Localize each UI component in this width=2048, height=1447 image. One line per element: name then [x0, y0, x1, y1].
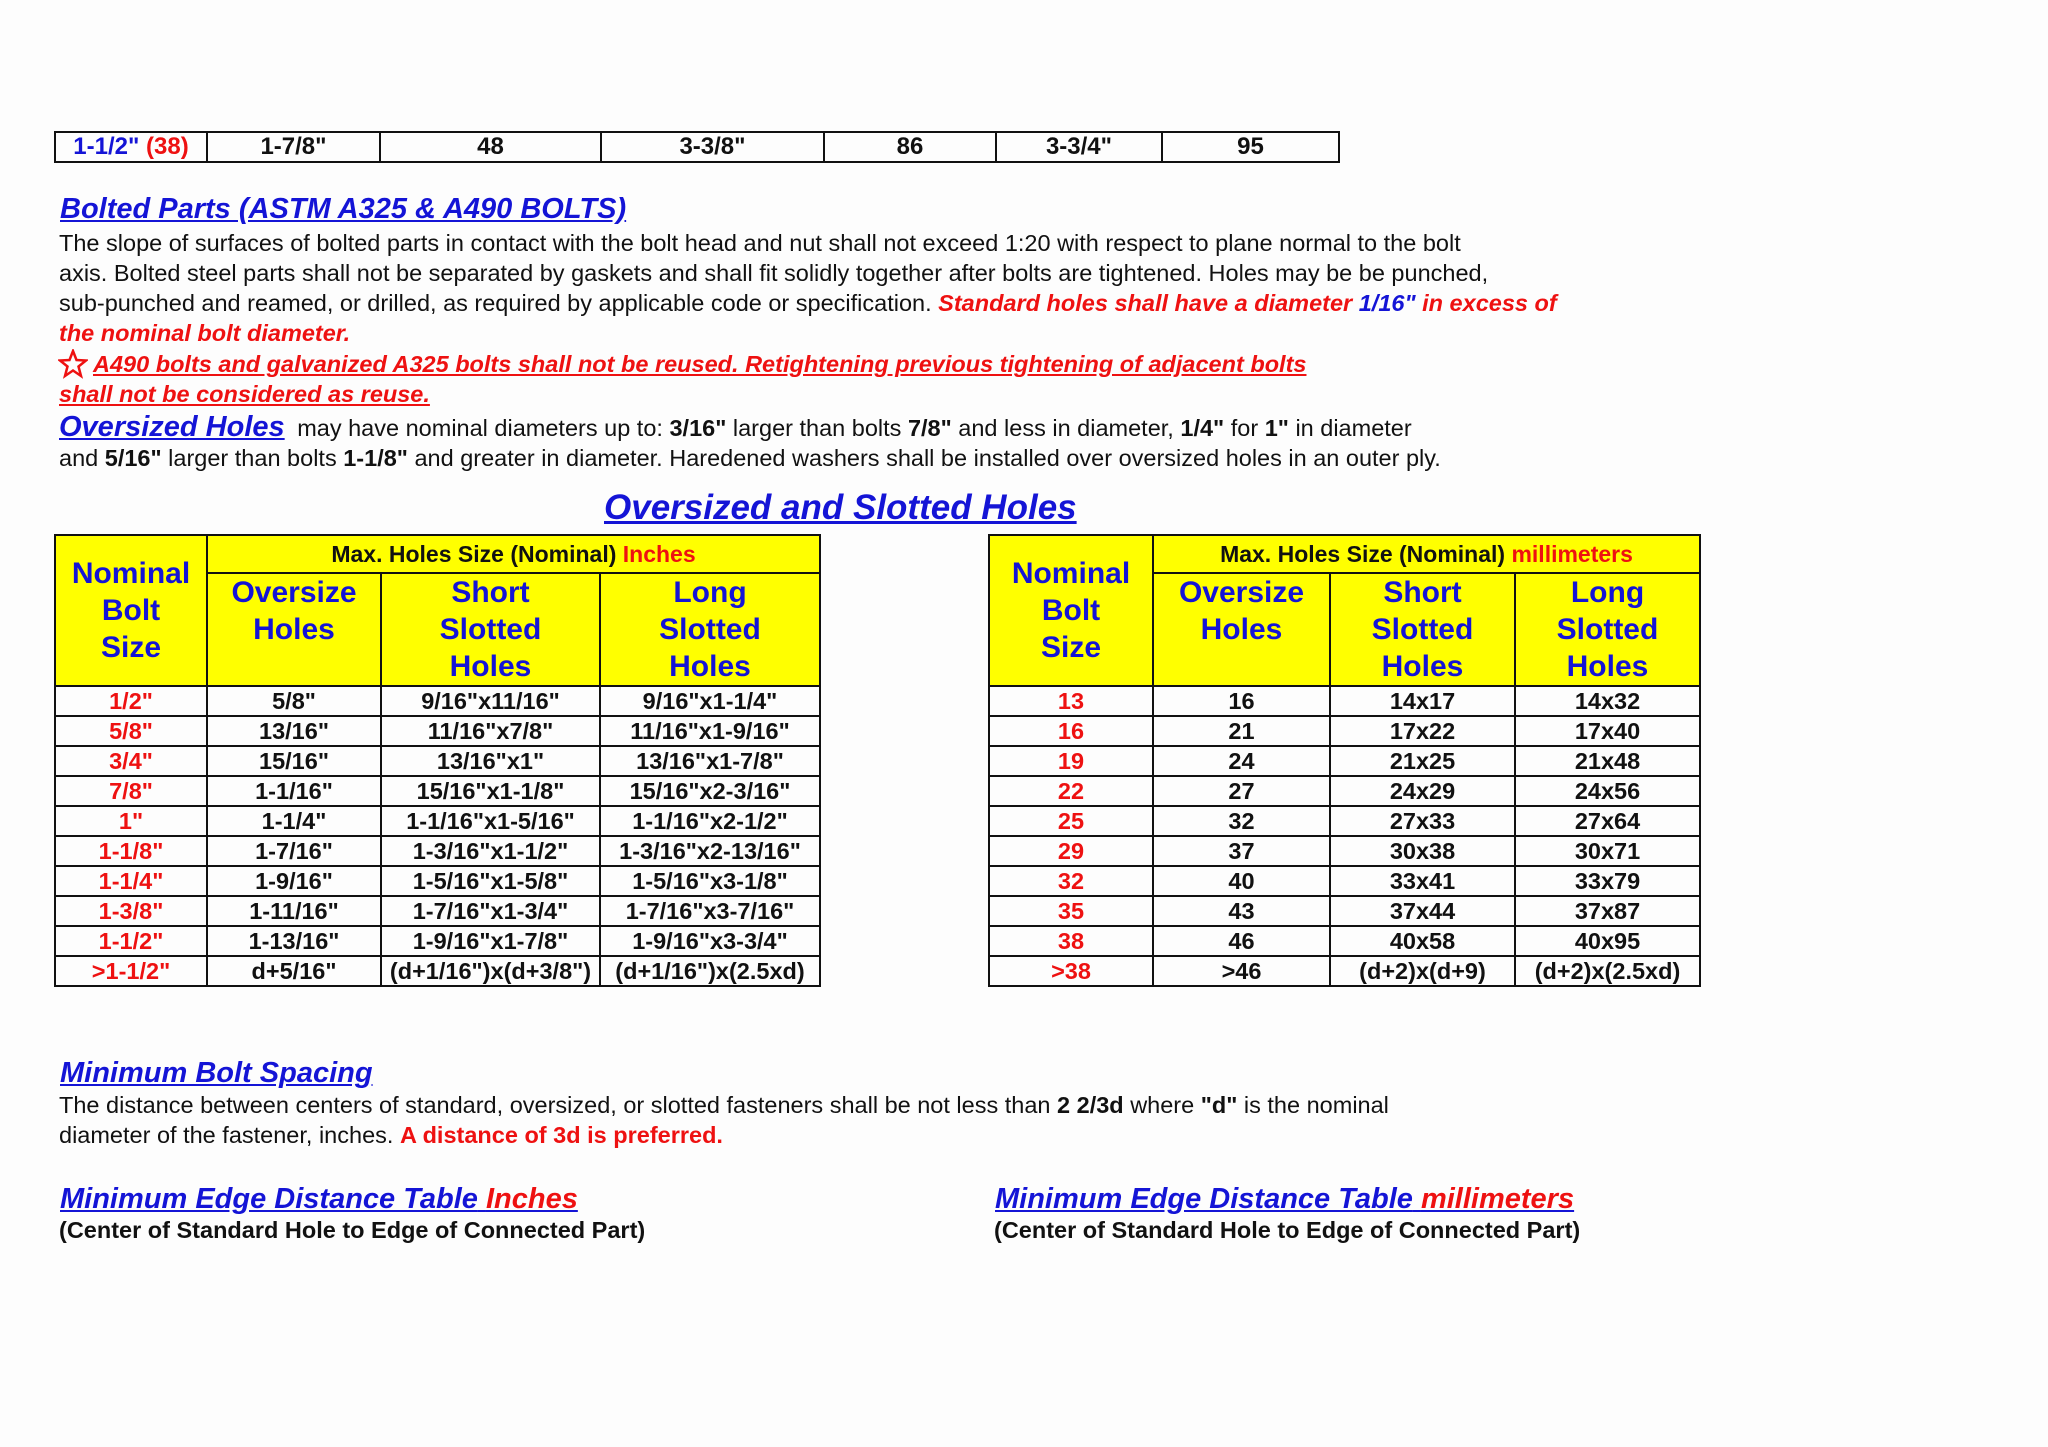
table-cell: 43 [1153, 896, 1330, 926]
table-cell: 1-11/16" [207, 896, 381, 926]
table-row [55, 776, 820, 806]
table-cell: d+5/16" [207, 956, 381, 986]
bolt-size-cell: 19 [989, 746, 1153, 776]
table-cell: 27x33 [1330, 806, 1515, 836]
table-cell: 9/16"x11/16" [381, 686, 600, 716]
oversized-holes-heading: Oversized Holes [59, 411, 285, 443]
table-cell: 1-7/16"x1-3/4" [381, 896, 600, 926]
bolt-spacing-heading: Minimum Bolt Spacing [60, 1057, 373, 1089]
table-body [989, 686, 1700, 986]
slotted-holes-title: Oversized and Slotted Holes [604, 488, 1077, 527]
table-cell: 33x41 [1330, 866, 1515, 896]
edge-distance-mm-subtitle: (Center of Standard Hole to Edge of Connected Part) [994, 1217, 1581, 1243]
table-cell: (d+1/16")x(2.5xd) [600, 956, 820, 986]
table-cell: >46 [1153, 956, 1330, 986]
table-body [55, 686, 820, 986]
holes-table-mm [988, 534, 1701, 987]
bolt-size-cell: 1" [55, 806, 207, 836]
table-cell: 1-7/16"x3-7/16" [600, 896, 820, 926]
table-row [989, 896, 1700, 926]
table-cell: 37x44 [1330, 896, 1515, 926]
table-cell: 9/16"x1-1/4" [600, 686, 820, 716]
table-cell: 13/16"x1" [381, 746, 600, 776]
table-cell: 1-9/16"x1-7/8" [381, 926, 600, 956]
table-cell: 11/16"x7/8" [381, 716, 600, 746]
table-cell: 1-5/16"x3-1/8" [600, 866, 820, 896]
bolt-size-cell: 5/8" [55, 716, 207, 746]
table-cell: 13/16" [207, 716, 381, 746]
table-cell: 27x64 [1515, 806, 1700, 836]
bolt-size-cell: 35 [989, 896, 1153, 926]
table-cell: 14x17 [1330, 686, 1515, 716]
table-row [55, 746, 820, 776]
bolt-size-cell: 1-1/4" [55, 866, 207, 896]
holes-table-inches [54, 534, 821, 987]
table-row [989, 806, 1700, 836]
table-row [989, 776, 1700, 806]
table-cell: 17x22 [1330, 716, 1515, 746]
table-cell: 1-5/16"x1-5/8" [381, 866, 600, 896]
long-slotted-header: Long Slotted Holes [1515, 573, 1700, 686]
table-row [55, 836, 820, 866]
table-cell: 1-13/16" [207, 926, 381, 956]
table-cell: 24 [1153, 746, 1330, 776]
table-cell: 17x40 [1515, 716, 1700, 746]
table-row [989, 686, 1700, 716]
bolt-size-cell: >1-1/2" [55, 956, 207, 986]
table-cell: 1-9/16"x3-3/4" [600, 926, 820, 956]
table-cell: 1-1/16" [207, 776, 381, 806]
bolted-parts-heading: Bolted Parts (ASTM A325 & A490 BOLTS) [60, 193, 627, 225]
table-cell: 21x25 [1330, 746, 1515, 776]
edge-distance-mm-heading: Minimum Edge Distance Table millimeters [995, 1183, 1575, 1215]
short-slotted-header: Short Slotted Holes [381, 573, 600, 686]
bolt-size-cell: 29 [989, 836, 1153, 866]
table-row [989, 926, 1700, 956]
table-cell: 1-1/16"x2-1/2" [600, 806, 820, 836]
bolt-size-cell: >38 [989, 956, 1153, 986]
table-cell: 3-3/8" [601, 132, 824, 162]
table-cell: 15/16"x2-3/16" [600, 776, 820, 806]
table-cell: 1-1/4" [207, 806, 381, 836]
reuse-warning-cont: shall not be considered as reuse. [59, 381, 430, 407]
table-cell: 33x79 [1515, 866, 1700, 896]
edge-distance-inches-subtitle: (Center of Standard Hole to Edge of Connected Part) [59, 1217, 646, 1243]
table-cell: 3-3/4" [996, 132, 1162, 162]
table-cell: 14x32 [1515, 686, 1700, 716]
bolt-size-cell: 13 [989, 686, 1153, 716]
table-row [989, 716, 1700, 746]
table-cell: (d+1/16")x(d+3/8") [381, 956, 600, 986]
table-cell: 24x29 [1330, 776, 1515, 806]
table-cell: (d+2)x(d+9) [1330, 956, 1515, 986]
oversize-holes-header: Oversize Holes [207, 573, 381, 686]
table-cell: 46 [1153, 926, 1330, 956]
table-cell: 32 [1153, 806, 1330, 836]
table-row [989, 746, 1700, 776]
table-cell: 24x56 [1515, 776, 1700, 806]
bolt-size-cell: 25 [989, 806, 1153, 836]
table-cell: 1-3/16"x2-13/16" [600, 836, 820, 866]
table-cell: 27 [1153, 776, 1330, 806]
table-cell: 11/16"x1-9/16" [600, 716, 820, 746]
bolt-size-cell: 7/8" [55, 776, 207, 806]
long-slotted-header: Long Slotted Holes [600, 573, 820, 686]
table-row [55, 686, 820, 716]
nominal-bolt-size-header: Nominal Bolt Size [989, 535, 1153, 686]
table-cell: 37x87 [1515, 896, 1700, 926]
table-row [989, 836, 1700, 866]
bolt-size-cell: 3/4" [55, 746, 207, 776]
table-cell: 15/16" [207, 746, 381, 776]
table-cell: 40x58 [1330, 926, 1515, 956]
table-row [55, 806, 820, 836]
table-row [55, 866, 820, 896]
bolt-size-cell: 1-1/2" [55, 926, 207, 956]
table-row [55, 716, 820, 746]
table-cell: 48 [380, 132, 601, 162]
table-cell: 37 [1153, 836, 1330, 866]
table-cell: 1-7/8" [207, 132, 380, 162]
table-row [989, 866, 1700, 896]
table-cell: (d+2)x(2.5xd) [1515, 956, 1700, 986]
bolted-parts-text: The slope of surfaces of bolted parts in contact with the bolt head and nut shall not exceed 1:20 with respect to plane normal to the bolt axis. Bolted steel parts shall not be separated by gaskets and shall fit solidly together after bolts are tightened. Holes may be be punched, sub-punched and reamed, or drilled, as required by applicable code or specification. Standard holes shall have a diameter 1/16" in excess of the nominal bolt diameter. [59, 230, 1557, 346]
table-cell: 15/16"x1-1/8" [381, 776, 600, 806]
oversize-holes-header: Oversize Holes [1153, 573, 1330, 686]
bolt-size-cell: 38 [989, 926, 1153, 956]
table-row [55, 896, 820, 926]
bolt-size-cell: 1/2" [55, 686, 207, 716]
table-cell: 30x71 [1515, 836, 1700, 866]
table-cell: 5/8" [207, 686, 381, 716]
table-row [55, 956, 820, 986]
table-cell: 13/16"x1-7/8" [600, 746, 820, 776]
bolt-size-cell: 1-1/8" [55, 836, 207, 866]
table-cell: 21x48 [1515, 746, 1700, 776]
table-cell: 40 [1153, 866, 1330, 896]
star-icon [58, 349, 88, 379]
bolt-size-cell: 32 [989, 866, 1153, 896]
bolt-size-cell: 22 [989, 776, 1153, 806]
table-cell: 30x38 [1330, 836, 1515, 866]
table-row [989, 956, 1700, 986]
table-cell: 86 [824, 132, 996, 162]
bolt-size-cell: 1-1/2" (38) [55, 132, 207, 162]
table-cell: 95 [1162, 132, 1339, 162]
bolt-spacing-text: The distance between centers of standard, oversized, or slotted fasteners shall be not less than 2 2/3d where "d" is the nominal diameter of the fastener, inches. A distance of 3d is preferred. [59, 1092, 1389, 1148]
max-hole-size-header: Max. Holes Size (Nominal) Inches [207, 535, 820, 573]
bolt-size-cell: 16 [989, 716, 1153, 746]
previous-table-row [54, 131, 1340, 163]
table-cell: 1-7/16" [207, 836, 381, 866]
oversized-holes-text: Oversized Holes may have nominal diameters up to: 3/16" larger than bolts 7/8" and less in diameter, 1/4" for 1" in diameter and 5/16" larger than bolts 1-1/8" and greater in diameter. Haredened washers shall be installed over oversized holes in an outer ply. [59, 411, 1441, 471]
table-cell: 1-1/16"x1-5/16" [381, 806, 600, 836]
table-cell: 16 [1153, 686, 1330, 716]
table-cell: 1-9/16" [207, 866, 381, 896]
edge-distance-inches-heading: Minimum Edge Distance Table Inches [60, 1183, 578, 1215]
table-cell: 40x95 [1515, 926, 1700, 956]
bolt-size-cell: 1-3/8" [55, 896, 207, 926]
table-cell: 21 [1153, 716, 1330, 746]
short-slotted-header: Short Slotted Holes [1330, 573, 1515, 686]
reuse-warning: A490 bolts and galvanized A325 bolts shall not be reused. Retightening previous tightening of adjacent bolts [93, 351, 1307, 377]
table-row [55, 926, 820, 956]
table-cell: 1-3/16"x1-1/2" [381, 836, 600, 866]
nominal-bolt-size-header: Nominal Bolt Size [55, 535, 207, 686]
max-hole-size-header: Max. Holes Size (Nominal) millimeters [1153, 535, 1700, 573]
